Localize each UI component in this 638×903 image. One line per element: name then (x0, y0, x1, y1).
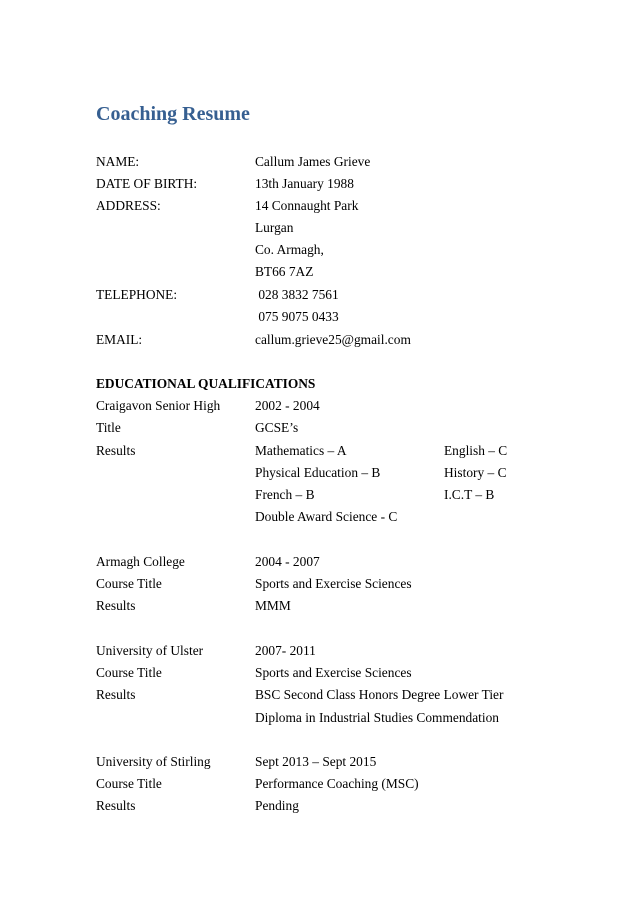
stirling-name: University of Stirling (96, 754, 211, 769)
dob-row (0, 174, 638, 194)
telephone-row (0, 285, 638, 305)
telephone-row-2 (0, 307, 638, 327)
school-results-row-3 (0, 485, 638, 505)
stirling-years: Sept 2013 – Sept 2015 (255, 754, 377, 769)
stirling-course-row (0, 774, 638, 794)
ulster-results-row-2 (0, 708, 638, 728)
address-label: ADDRESS: (96, 198, 161, 213)
school-results-row-4 (0, 507, 638, 527)
school-result: Double Award Science - C (255, 509, 398, 524)
name-value: Callum James Grieve (255, 154, 371, 169)
education-heading: EDUCATIONAL QUALIFICATIONS (96, 376, 316, 391)
dob-value: 13th January 1988 (255, 176, 354, 191)
college-results-value: MMM (255, 598, 291, 613)
school-result: I.C.T – B (444, 487, 495, 502)
ulster-course-row (0, 663, 638, 683)
college-course-row (0, 574, 638, 594)
ulster-course-label: Course Title (96, 665, 162, 680)
ulster-result-line-2: Diploma in Industrial Studies Commendation (255, 710, 499, 725)
name-label: NAME: (96, 154, 140, 169)
college-row (0, 552, 638, 572)
address-line-4: BT66 7AZ (255, 264, 314, 279)
stirling-results-row (0, 796, 638, 816)
address-row-3 (0, 240, 638, 260)
stirling-row (0, 752, 638, 772)
school-years: 2002 - 2004 (255, 398, 320, 413)
email-row (0, 330, 638, 350)
ulster-results-row (0, 685, 638, 705)
address-line-1: 14 Connaught Park (255, 198, 359, 213)
address-row (0, 196, 638, 216)
ulster-course-value: Sports and Exercise Sciences (255, 665, 412, 680)
stirling-course-label: Course Title (96, 776, 162, 791)
telephone-label: TELEPHONE: (96, 287, 178, 302)
ulster-name: University of Ulster (96, 643, 204, 658)
ulster-row (0, 641, 638, 661)
email-value: callum.grieve25@gmail.com (255, 332, 411, 347)
school-result: Physical Education – B (255, 465, 381, 480)
school-title-label: Title (96, 420, 121, 435)
ulster-years: 2007- 2011 (255, 643, 316, 658)
school-results-label: Results (96, 443, 136, 458)
stirling-course-value: Performance Coaching (MSC) (255, 776, 419, 791)
telephone-line-2: 075 9075 0433 (255, 309, 339, 324)
dob-label: DATE OF BIRTH: (96, 176, 198, 191)
address-row-2 (0, 218, 638, 238)
school-title-row (0, 418, 638, 438)
school-name: Craigavon Senior High (96, 398, 221, 413)
college-name: Armagh College (96, 554, 185, 569)
stirling-results-value: Pending (255, 798, 299, 813)
college-course-label: Course Title (96, 576, 162, 591)
school-title-value: GCSE’s (255, 420, 299, 435)
school-results-row-2 (0, 463, 638, 483)
page-title: Coaching Resume (96, 103, 250, 125)
address-row-4 (0, 262, 638, 282)
ulster-result-line-1: BSC Second Class Honors Degree Lower Tier (255, 687, 504, 702)
school-result: English – C (444, 443, 508, 458)
school-result: French – B (255, 487, 315, 502)
school-result: Mathematics – A (255, 443, 347, 458)
school-result: History – C (444, 465, 507, 480)
stirling-results-label: Results (96, 798, 136, 813)
ulster-results-label: Results (96, 687, 136, 702)
email-label: EMAIL: (96, 332, 143, 347)
college-results-row (0, 596, 638, 616)
address-line-3: Co. Armagh, (255, 242, 324, 257)
school-row (0, 396, 638, 416)
address-line-2: Lurgan (255, 220, 294, 235)
college-years: 2004 - 2007 (255, 554, 320, 569)
school-results-row-1 (0, 441, 638, 461)
name-row (0, 152, 638, 172)
telephone-line-1: 028 3832 7561 (255, 287, 339, 302)
college-results-label: Results (96, 598, 136, 613)
college-course-value: Sports and Exercise Sciences (255, 576, 412, 591)
